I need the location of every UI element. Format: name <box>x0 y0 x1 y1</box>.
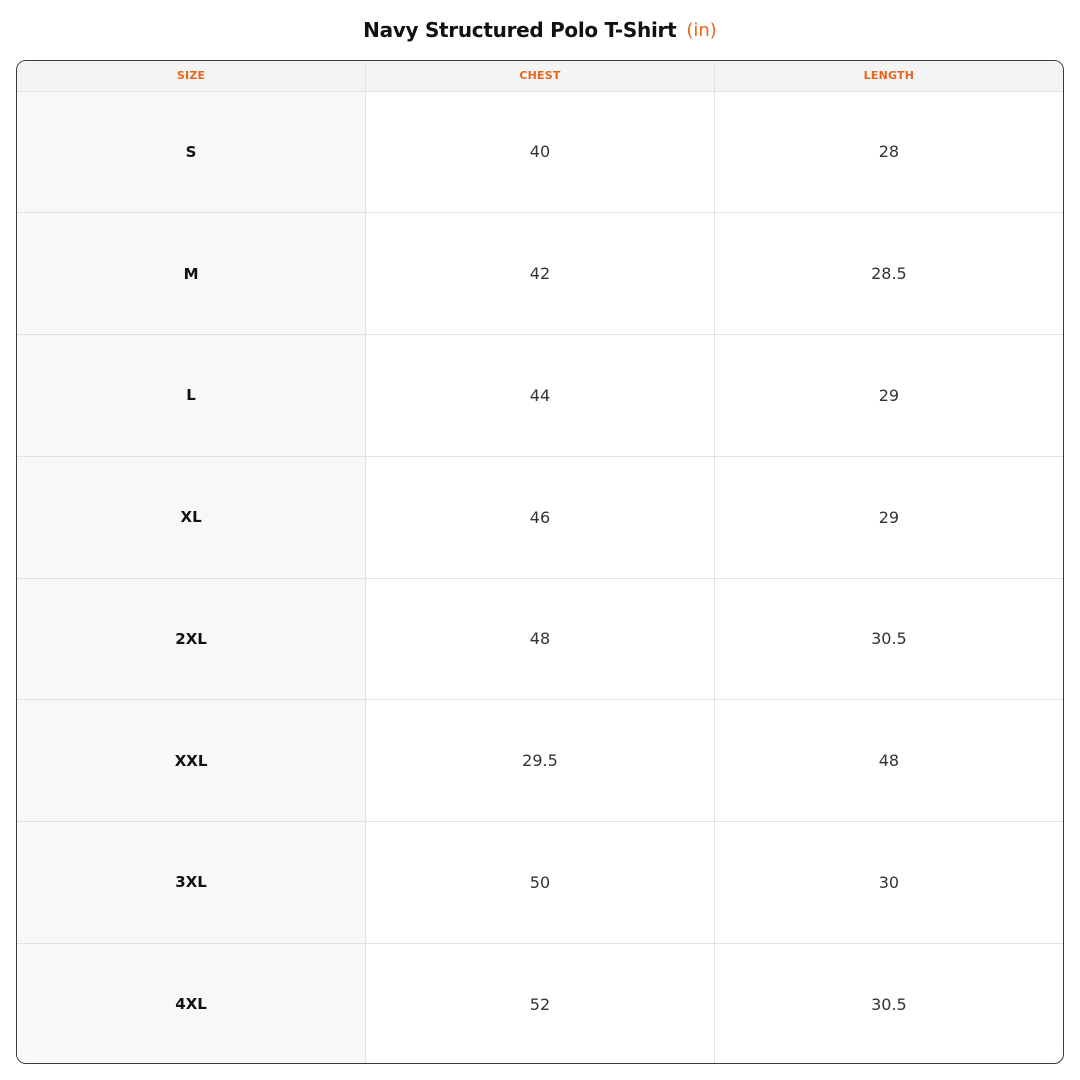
table-row <box>17 91 1063 213</box>
size-cell: S <box>17 91 366 213</box>
chest-cell: 46 <box>366 456 715 578</box>
column-header-size: SIZE <box>17 61 366 91</box>
table-row <box>17 943 1063 1064</box>
table-row <box>17 335 1063 457</box>
column-header-length: LENGTH <box>714 61 1063 91</box>
table-row <box>17 456 1063 578</box>
title-row <box>0 0 1080 60</box>
length-cell: 30.5 <box>871 994 907 1014</box>
size-cell: 2XL <box>17 578 366 700</box>
table-row <box>17 700 1063 822</box>
table-body <box>17 91 1063 1064</box>
column-header-chest: CHEST <box>366 61 715 91</box>
length-cell: 30 <box>714 822 1063 944</box>
table-row <box>17 578 1063 700</box>
chest-cell: 44 <box>366 335 715 457</box>
chest-cell: 40 <box>366 91 715 213</box>
size-cell: 3XL <box>17 822 366 944</box>
length-cell: 29 <box>714 335 1063 457</box>
size-cell: 4XL <box>17 943 366 1064</box>
unit-label: (in) <box>686 19 717 41</box>
size-cell: L <box>17 335 366 457</box>
length-cell: 48 <box>714 700 1063 822</box>
length-cell: 29 <box>714 456 1063 578</box>
header-row <box>17 61 1063 91</box>
table-header <box>17 61 1063 91</box>
chest-cell: 29.5 <box>366 700 715 822</box>
chest-cell: 42 <box>366 213 715 335</box>
size-table-container <box>16 60 1064 1064</box>
chest-cell: 52 <box>366 943 715 1064</box>
length-cell: 30.5 <box>714 578 1063 700</box>
size-table <box>17 61 1063 1064</box>
table-row <box>17 822 1063 944</box>
chest-cell: 48 <box>366 578 715 700</box>
size-cell: XL <box>17 456 366 578</box>
length-cell: 28 <box>714 91 1063 213</box>
size-cell: M <box>17 213 366 335</box>
chest-cell: 50 <box>366 822 715 944</box>
page-title: Navy Structured Polo T-Shirt <box>363 18 677 42</box>
length-cell: 28.5 <box>714 213 1063 335</box>
table-row <box>17 213 1063 335</box>
size-cell: XXL <box>17 700 366 822</box>
